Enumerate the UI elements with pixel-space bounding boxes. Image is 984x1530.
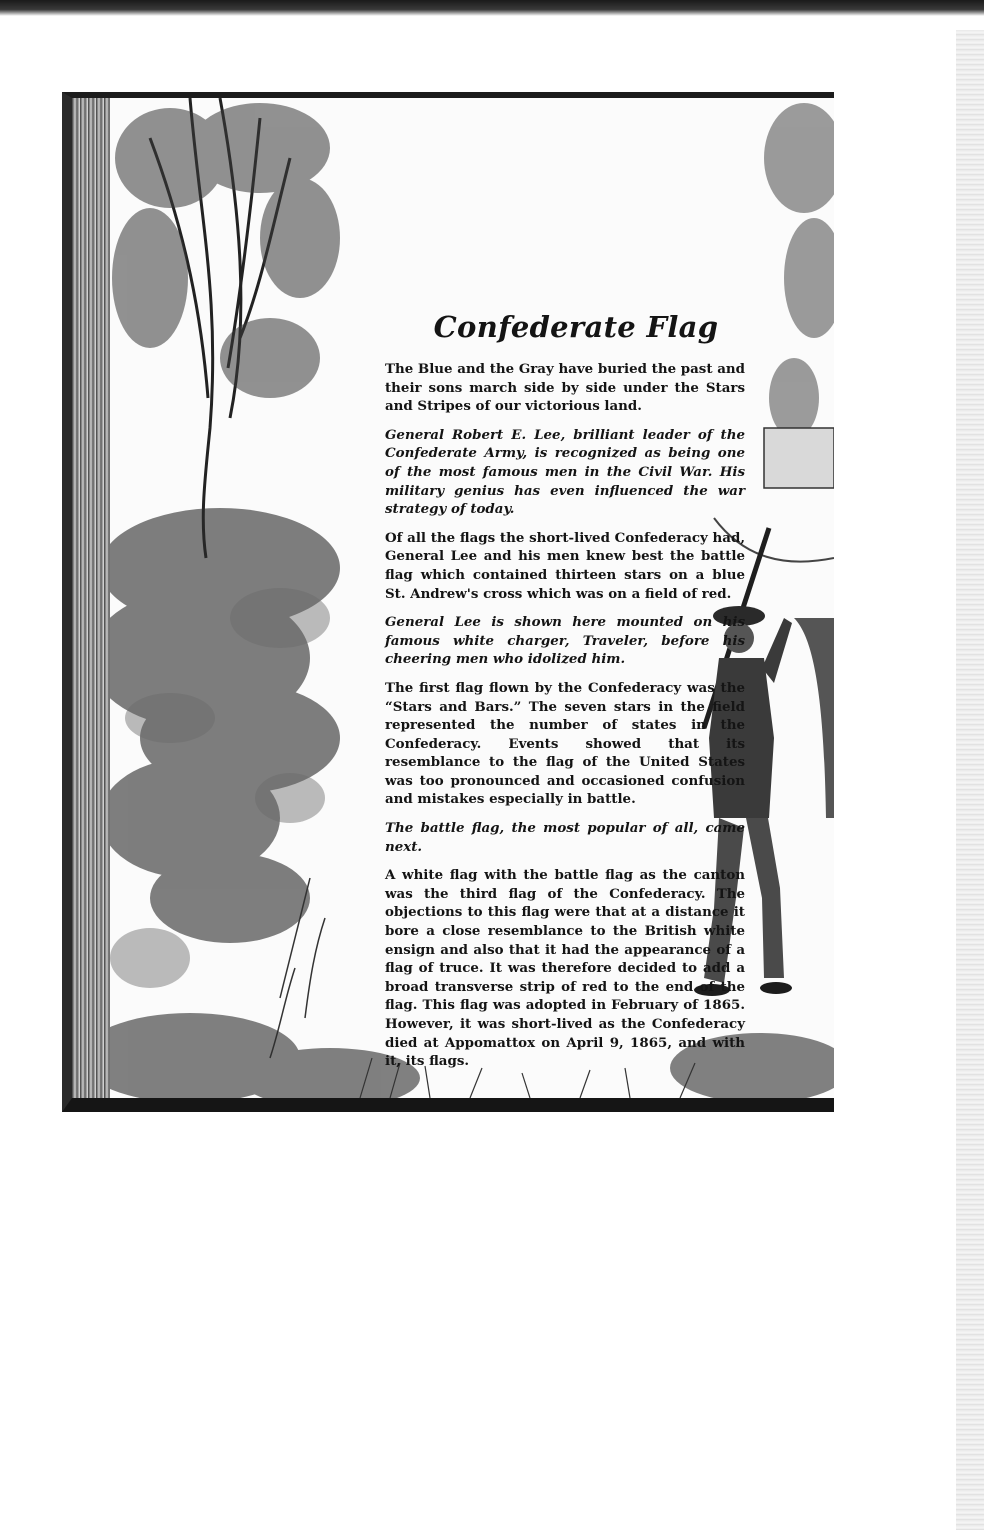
- article-text: [385, 310, 745, 1081]
- paragraph: The Blue and the Gray have buried the past and their sons march side by side under the Stars and Stripes of our victorious land.: [385, 361, 745, 415]
- book-spine: [72, 98, 110, 1098]
- paragraph: General Lee is shown here mounted on his famous white charger, Traveler, before his cheering men who idolized him.: [385, 614, 745, 668]
- paragraph: A white flag with the battle flag as the canton was the third flag of the Confederacy. The objections to this flag were that at a distance it bore a close resemblance to the British white ensign and also that it had the appearance of a flag of truce. It was therefore decided to add a broad transverse strip of red to the end of the flag. This flag was adopted in February of 1865. However, it was short-lived as the Confederacy died at Appomattox on April 9, 1865, and with it, its flags.: [385, 867, 745, 1070]
- paragraph: General Robert E. Lee, brilliant leader of the Confederate Army, is recognized as being one of the most famous men in the Civil War. His military genius has even influenced the war strategy of today.: [385, 426, 745, 518]
- paragraph: Of all the flags the short-lived Confederacy had, General Lee and his men knew best the battle flag which contained thirteen stars on a blue St. Andrew's cross which was on a field of red.: [385, 529, 745, 602]
- page-title: Confederate Flag: [433, 310, 719, 344]
- paragraph: The first flag flown by the Confederacy was the “Stars and Bars.” The seven stars in the field represented the number of states in the Confederacy. Events showed that its resemblance to the flag of the United States was too pronounced and occasioned confusion and mistakes especially in battle.: [385, 679, 745, 808]
- scan-top-edge: [0, 0, 984, 16]
- paragraph: The battle flag, the most popular of all, came next.: [385, 820, 745, 855]
- scan-right-edge: [956, 30, 984, 1530]
- book-page: [62, 92, 834, 1112]
